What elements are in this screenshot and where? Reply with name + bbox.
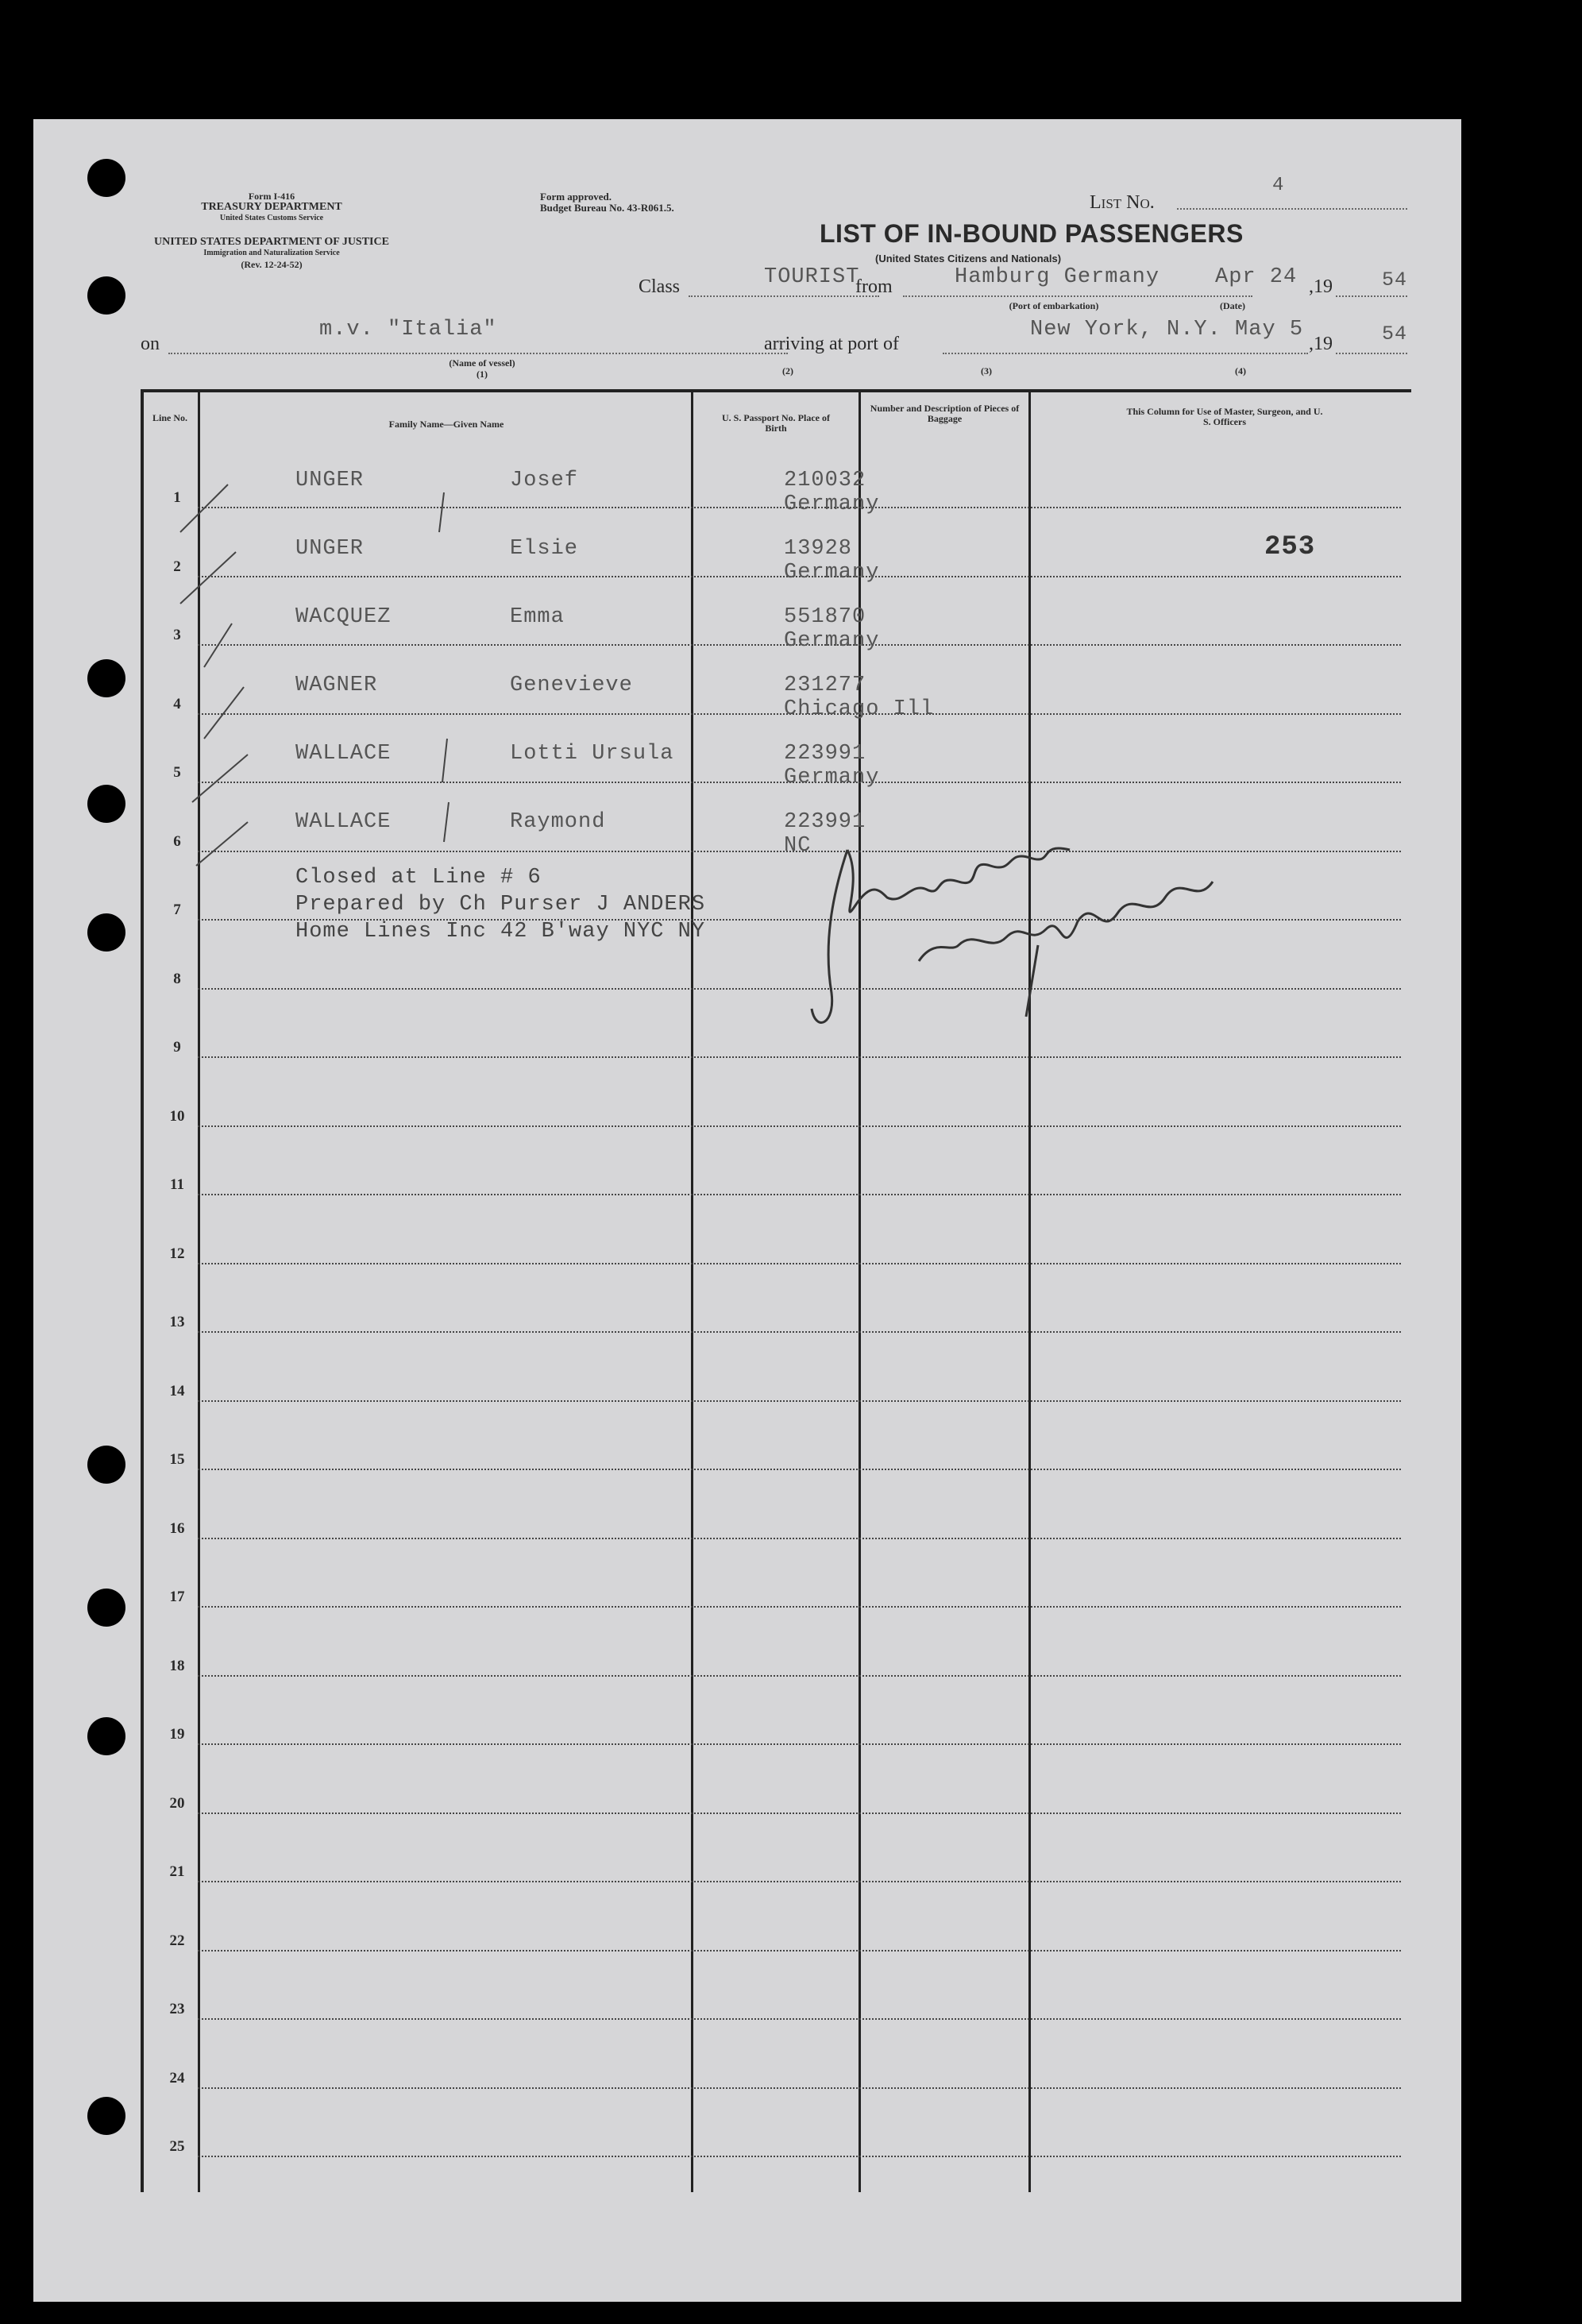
line-number: 10 bbox=[169, 1107, 185, 1125]
row-1-passport: 210032 bbox=[784, 469, 866, 492]
table-row-rule bbox=[198, 2018, 1401, 2020]
table-left-border bbox=[141, 389, 144, 2192]
row-1-birth: Germany bbox=[784, 492, 880, 516]
line-number: 21 bbox=[169, 1863, 185, 1880]
header-passport: U. S. Passport No. Place of Birth bbox=[722, 412, 830, 434]
class-value: TOURIST bbox=[764, 265, 860, 289]
row-4-family: WAGNER bbox=[295, 674, 378, 697]
line-number: 12 bbox=[169, 1245, 185, 1262]
row-3-family: WACQUEZ bbox=[295, 605, 392, 629]
vessel-line bbox=[168, 353, 788, 354]
punch-hole bbox=[87, 1446, 125, 1484]
line-number: 15 bbox=[169, 1451, 185, 1468]
row-2-passport: 13928 bbox=[784, 537, 853, 561]
table-row-rule bbox=[198, 1743, 1401, 1745]
vessel-value: m.v. "Italia" bbox=[319, 318, 497, 342]
table-row-rule bbox=[198, 1881, 1401, 1882]
table-row-rule bbox=[198, 1538, 1401, 1539]
row-3-passport: 551870 bbox=[784, 605, 866, 629]
col3-num: (3) bbox=[981, 365, 992, 376]
table-row-rule bbox=[198, 2156, 1401, 2157]
row-4-passport: 231277 bbox=[784, 674, 866, 697]
col-divider bbox=[1028, 389, 1031, 2192]
table-row-rule bbox=[198, 1194, 1401, 1195]
line-number: 24 bbox=[169, 2069, 185, 2087]
table-row-rule bbox=[198, 1469, 1401, 1470]
row-6-given: Raymond bbox=[510, 810, 606, 834]
row-1-family: UNGER bbox=[295, 469, 365, 492]
table-row-rule bbox=[198, 2087, 1401, 2089]
tick-marks-inner bbox=[426, 484, 458, 850]
year-value: 54 bbox=[1382, 268, 1408, 291]
punch-hole bbox=[87, 276, 125, 315]
note-closed: Closed at Line # 6 bbox=[295, 866, 542, 890]
header-line-no: Line No. bbox=[152, 412, 187, 423]
punch-hole bbox=[87, 1589, 125, 1627]
row-5-given: Lotti Ursula bbox=[510, 742, 674, 766]
arrival-line bbox=[943, 353, 1308, 354]
table-top-rule bbox=[141, 389, 1411, 392]
list-no-line bbox=[1177, 208, 1407, 210]
table-row-rule bbox=[198, 1606, 1401, 1608]
on-label: on bbox=[141, 334, 160, 354]
form-approved: Form approved. bbox=[540, 191, 612, 203]
list-no-value: 4 bbox=[1272, 175, 1285, 196]
tick-marks bbox=[156, 469, 299, 882]
line-number: 9 bbox=[173, 1039, 181, 1056]
line-number: 20 bbox=[169, 1794, 185, 1812]
officer-signature bbox=[800, 834, 1244, 1056]
line-number: 3 bbox=[173, 627, 181, 643]
line-number: 22 bbox=[169, 1932, 185, 1949]
line-number: 4 bbox=[173, 695, 181, 712]
col-divider bbox=[691, 389, 693, 2192]
arrival-year-prefix: ,19 bbox=[1309, 334, 1333, 354]
row-5-family: WALLACE bbox=[295, 742, 392, 766]
line-number: 5 bbox=[173, 764, 181, 781]
row-5-passport: 223991 bbox=[784, 742, 866, 766]
date-value: Apr 24 bbox=[1215, 265, 1298, 289]
line-number: 6 bbox=[173, 832, 181, 850]
table-row-rule bbox=[198, 1125, 1401, 1127]
row-2-given: Elsie bbox=[510, 537, 579, 561]
from-line bbox=[903, 295, 1252, 297]
class-line bbox=[689, 295, 879, 297]
arriving-label: arriving at port of bbox=[764, 334, 899, 354]
class-label: Class bbox=[639, 276, 681, 297]
row-5-birth: Germany bbox=[784, 766, 880, 789]
note-company: Home Lines Inc 42 B'way NYC NY bbox=[295, 920, 706, 944]
arrival-value: New York, N.Y. May 5 bbox=[1030, 318, 1304, 342]
vessel-caption: (Name of vessel) bbox=[449, 357, 515, 369]
budget-bureau: Budget Bureau No. 43-R061.5. bbox=[540, 202, 674, 214]
arriving-col-num: (2) bbox=[782, 365, 793, 376]
line-number: 17 bbox=[169, 1589, 185, 1605]
year-line bbox=[1336, 295, 1407, 297]
page-title: LIST OF IN-BOUND PASSENGERS bbox=[820, 219, 1244, 248]
row-6-birth: NC bbox=[784, 834, 812, 858]
header-name: Family Name—Given Name bbox=[388, 419, 504, 430]
line-number: 19 bbox=[169, 1726, 185, 1743]
dept-treasury-sub: United States Customs Service bbox=[219, 214, 324, 222]
row-3-given: Emma bbox=[510, 605, 565, 629]
from-value: Hamburg Germany bbox=[955, 265, 1160, 289]
dept-justice-sub: Immigration and Naturalization Service bbox=[203, 249, 340, 257]
row-4-given: Genevieve bbox=[510, 674, 633, 697]
table-row-rule bbox=[198, 1950, 1401, 1951]
punch-hole bbox=[87, 659, 125, 697]
punch-hole bbox=[87, 2097, 125, 2135]
line-number: 13 bbox=[169, 1314, 185, 1330]
table-row-rule bbox=[198, 1400, 1401, 1402]
vessel-col-num: (1) bbox=[477, 369, 488, 380]
port-embark-caption: (Port of embarkation) bbox=[1009, 300, 1099, 311]
table-row-rule bbox=[198, 1056, 1401, 1058]
line-number: 23 bbox=[169, 2001, 185, 2017]
header-officers: This Column for Use of Master, Surgeon, and U. S. Officers bbox=[1126, 406, 1323, 427]
officer-stamp: 253 bbox=[1264, 532, 1316, 562]
table-row-rule bbox=[198, 1331, 1401, 1333]
date-caption: (Date) bbox=[1220, 300, 1245, 311]
row-6-passport: 223991 bbox=[784, 810, 866, 834]
punch-hole bbox=[87, 785, 125, 823]
revision: (Rev. 12-24-52) bbox=[241, 259, 303, 270]
year-prefix: ,19 bbox=[1309, 276, 1333, 297]
punch-hole bbox=[87, 159, 125, 197]
form-number: Form I-416 bbox=[248, 191, 295, 202]
page-subtitle: (United States Citizens and Nationals) bbox=[875, 253, 1062, 264]
line-number: 25 bbox=[169, 2138, 185, 2155]
form-page bbox=[33, 119, 1461, 2302]
header-baggage: Number and Description of Pieces of Baggage bbox=[870, 403, 1020, 424]
row-4-birth: Chicago Ill bbox=[784, 697, 935, 721]
list-no-label: List No. bbox=[1090, 192, 1155, 213]
from-label: from bbox=[855, 276, 893, 297]
table-row-rule bbox=[198, 1812, 1401, 1814]
line-number: 1 bbox=[173, 489, 181, 506]
line-number: 14 bbox=[169, 1382, 185, 1399]
row-2-birth: Germany bbox=[784, 561, 880, 585]
line-number: 11 bbox=[170, 1176, 184, 1193]
line-number: 2 bbox=[173, 558, 181, 575]
table-row-rule bbox=[198, 1263, 1401, 1264]
col-divider bbox=[859, 389, 861, 2192]
col4-num: (4) bbox=[1235, 365, 1246, 376]
dept-treasury: TREASURY DEPARTMENT bbox=[201, 201, 342, 213]
line-number: 7 bbox=[173, 901, 181, 918]
note-prepared: Prepared by Ch Purser J ANDERS bbox=[295, 893, 706, 917]
arrival-year: 54 bbox=[1382, 322, 1408, 346]
arrival-year-line bbox=[1336, 353, 1407, 354]
punch-hole bbox=[87, 913, 125, 952]
line-number: 18 bbox=[169, 1657, 185, 1674]
row-2-family: UNGER bbox=[295, 537, 365, 561]
passenger-table bbox=[141, 389, 1411, 2192]
row-1-given: Josef bbox=[510, 469, 579, 492]
dept-justice: UNITED STATES DEPARTMENT OF JUSTICE bbox=[154, 236, 389, 248]
row-3-birth: Germany bbox=[784, 629, 880, 653]
punch-hole bbox=[87, 1717, 125, 1755]
row-6-family: WALLACE bbox=[295, 810, 392, 834]
table-row-rule bbox=[198, 1675, 1401, 1677]
line-number: 8 bbox=[173, 970, 181, 987]
line-number: 16 bbox=[169, 1519, 185, 1537]
